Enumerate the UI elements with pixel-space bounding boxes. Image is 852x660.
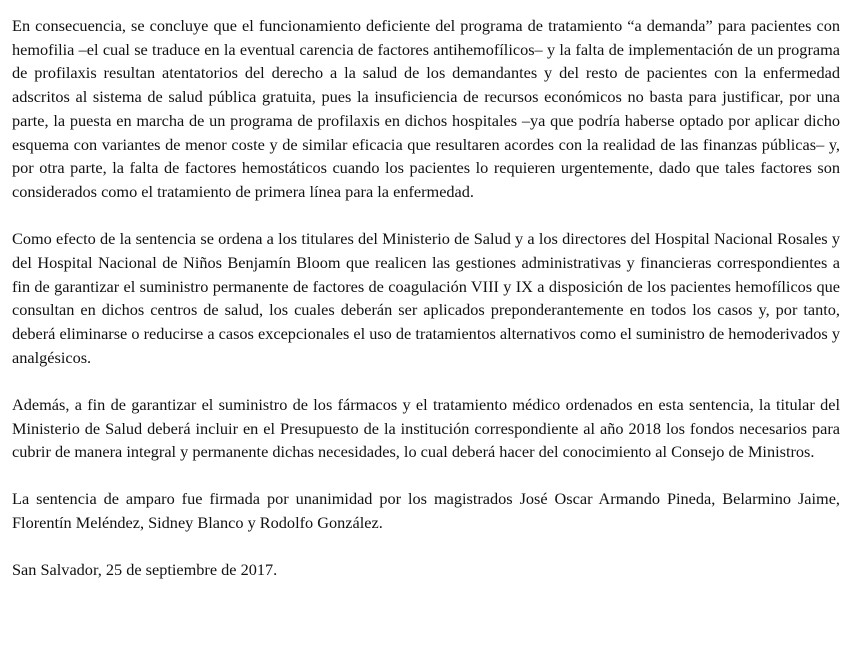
- paragraph-conclusion: En consecuencia, se concluye que el funcionamiento deficiente del programa de tratamiento “a demanda” para pacientes con hemofilia –el cual se traduce en la eventual carencia de factores antihemofílicos– y la falta de implementación de un programa de profilaxis resultan atentatorios del derecho a la salud de los demandantes y del resto de pacientes con la enfermedad adscritos al sistema de salud pública gratuita, pues la insuficiencia de recursos económicos no basta para justificar, por una parte, la puesta en marcha de un programa de profilaxis en dichos hospitales –ya que podría haberse optado por aplicar dicho esquema con variantes de menor coste y de similar eficacia que resultaren acordes con la realidad de las finanzas públicas– y, por otra parte, la falta de factores hemostáticos cuando los pacientes lo requieren urgentemente, dado que tales factores son considerados como el tratamiento de primera línea para la enfermedad.: [12, 16, 840, 201]
- paragraph-signatures: La sentencia de amparo fue firmada por unanimidad por los magistrados José Oscar Armando Pineda, Belarmino Jaime, Florentín Meléndez, Sidney Blanco y Rodolfo González.: [12, 489, 840, 533]
- place-date-line: San Salvador, 25 de septiembre de 2017.: [12, 560, 278, 580]
- paragraph-budget: Además, a fin de garantizar el suministro de los fármacos y el tratamiento médico ordenados en esta sentencia, la titular del Ministerio de Salud deberá incluir en el Presupuesto de la institución correspondiente al año 2018 los fondos necesarios para cubrir de manera integral y permanente dichas necesidades, lo cual deberá hacer del conocimiento al Consejo de Ministros.: [12, 394, 840, 462]
- paragraph-order: Como efecto de la sentencia se ordena a los titulares del Ministerio de Salud y a los directores del Hospital Nacional Rosales y del Hospital Nacional de Niños Benjamín Bloom que realicen las gestiones administrativas y financieras correspondientes a fin de garantizar el suministro permanente de factores de coagulación VIII y IX a disposición de los pacientes hemofílicos que consultan en dichos centros de salud, los cuales deberán ser aplicados preponderantemente en todos los casos y, por tanto, deberá eliminarse o reducirse a casos excepcionales el uso de tratamientos alternativos como el suministro de hemoderivados y analgésicos.: [12, 229, 840, 367]
- document-body: [12, 14, 840, 582]
